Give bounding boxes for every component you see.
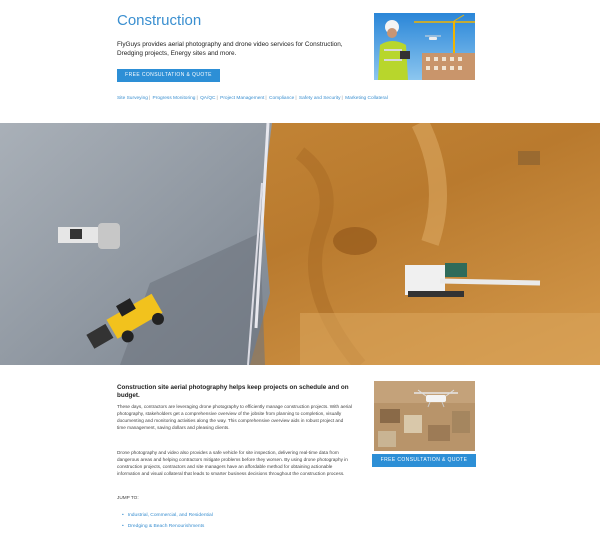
jump-link-industrial[interactable]: • Industrial, Commercial, and Residential	[122, 513, 213, 518]
service-links: Site Surveying| Progress Monitoring| QA/QC| Project Management| Compliance| Safety and Security| Marketing Collateral	[117, 96, 388, 101]
aerial-construction-banner	[0, 123, 600, 365]
article-heading: Construction site aerial photography helps keep projects on schedule and on budget.	[117, 384, 349, 399]
page-title: Construction	[117, 12, 202, 29]
jump-to-label: JUMP TO:	[117, 495, 139, 500]
link-compliance[interactable]: Compliance	[268, 96, 295, 101]
article-paragraph-1: These days, contractors are leveraging drone photography to efficiently manage construction projects. With aerial photography, stakeholders get a comprehensive overview of the jobsite from planning to completion, visually documenting and monitoring activities along the way. This comprehensive overview aids in robust project and time management, saving dollars and pleasing clients.	[117, 404, 352, 430]
free-consultation-button-secondary[interactable]: FREE CONSULTATION & QUOTE	[372, 454, 476, 467]
link-project-management[interactable]: Project Management	[220, 96, 265, 101]
link-qa-qc[interactable]: QA/QC	[200, 96, 216, 101]
link-marketing-collateral[interactable]: Marketing Collateral	[345, 96, 388, 101]
link-progress-monitoring[interactable]: Progress Monitoring	[152, 96, 196, 101]
intro-text: FlyGuys provides aerial photography and drone video services for Construction, Dredging projects, Energy sites and more.	[117, 41, 343, 57]
drone-over-site-photo	[374, 381, 475, 451]
link-safety-security[interactable]: Safety and Security	[298, 96, 341, 101]
jump-link-dredging[interactable]: • Dredging & Beach Renourishments	[122, 524, 204, 529]
worker-drone-photo	[374, 13, 475, 80]
link-site-surveying[interactable]: Site Surveying	[117, 96, 148, 101]
article-paragraph-2: Drone photography and video also provides a safe vehicle for site inspection, delivering real-time data from dangerous areas and helping contractors mitigate problems before they worsen. By using drone photography in construction projects, contractors and site managers have an affordable method for obtaining actionable information and visual collateral that leads to smarter business decisions throughout the construction process.	[117, 450, 348, 476]
free-consultation-button[interactable]: FREE CONSULTATION & QUOTE	[117, 69, 220, 82]
